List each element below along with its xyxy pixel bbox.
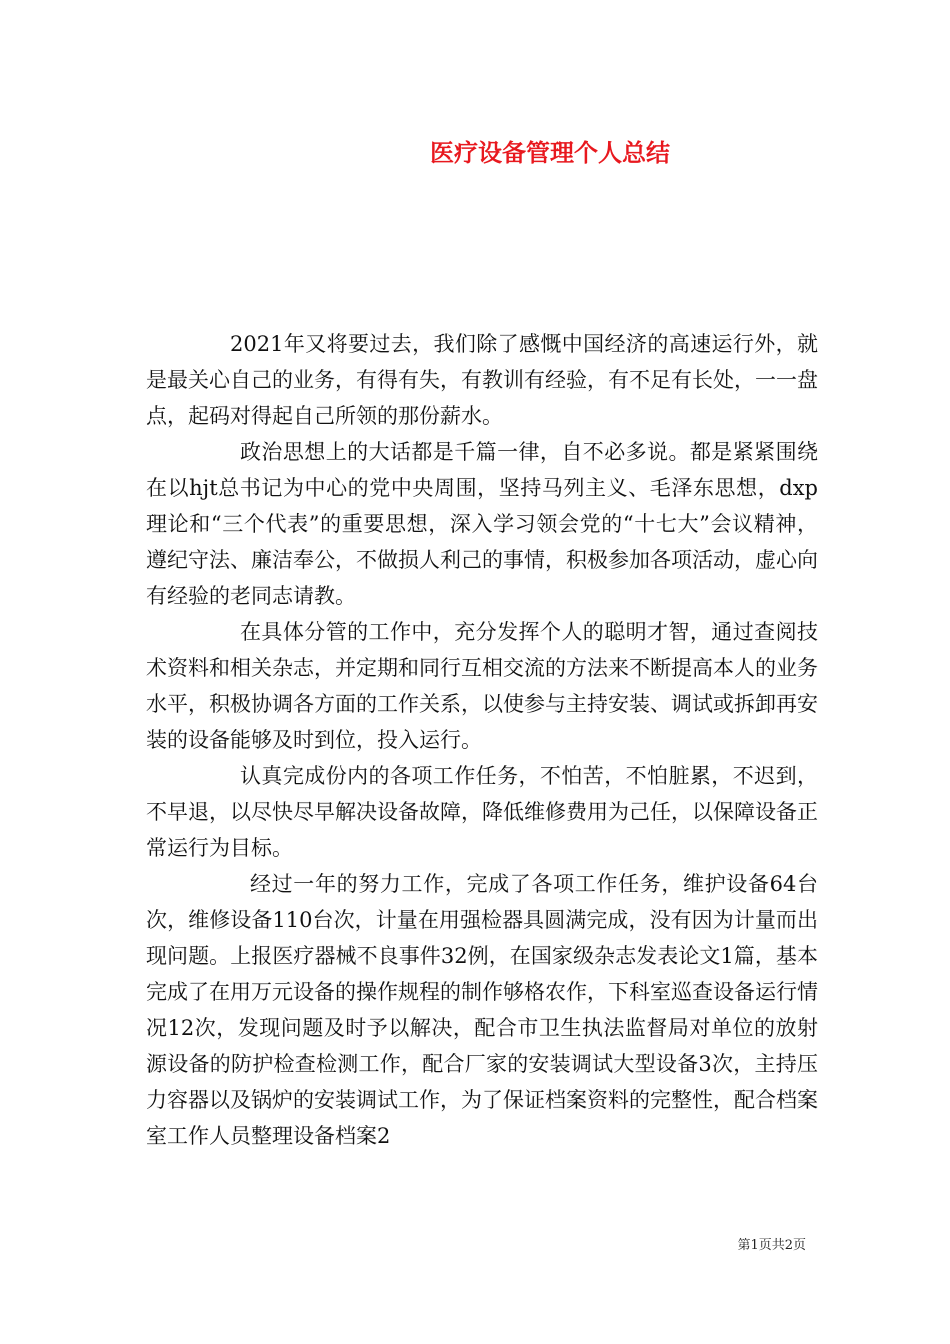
- document-title: 医疗设备管理个人总结: [430, 138, 670, 167]
- paragraph-intro: 2021年又将要过去，我们除了感慨中国经济的高速运行外，就是最关心自己的业务，有得有失，有教训有经验，有不足有长处，一一盘点，起码对得起自己所领的那份薪水。: [146, 332, 818, 428]
- paragraph-achievements: 经过一年的努力工作，完成了各项工作任务，维护设备64台次，维修设备110台次，计量在用强检器具圆满完成，没有因为计量而出现问题。上报医疗器械不良事件32例，在国家级杂志发表论文1篇，基本完成了在用万元设备的操作规程的制作够格农作，下科室巡查设备运行情况12次，发现问题及时予以解决，配合市卫生执法监督局对单位的放射源设备的防护检查检测工作，配合厂家的安装调试大型设备3次，主持压力容器以及锅炉的安装调试工作，为了保证档案资料的完整性，配合档案室工作人员整理设备档案2: [146, 872, 818, 1148]
- page-number-footer: 第1页共2页: [737, 1238, 806, 1253]
- paragraph-specific-work: 在具体分管的工作中，充分发挥个人的聪明才智，通过查阅技术资料和相关杂志，并定期和同行互相交流的方法来不断提高本人的业务水平，积极协调各方面的工作关系，以使参与主持安装、调试或拆卸再安装的设备能够及时到位，投入运行。: [146, 620, 818, 752]
- paragraph-work-attitude: 认真完成份内的各项工作任务，不怕苦，不怕脏累，不迟到，不早退，以尽快尽早解决设备故障，降低维修费用为己任，以保障设备正常运行为目标。: [146, 764, 818, 860]
- paragraph-political-thought: 政治思想上的大话都是千篇一律，自不必多说。都是紧紧围绕在以hjt总书记为中心的党中央周围，坚持马列主义、毛泽东思想，dxp理论和“三个代表”的重要思想，深入学习领会党的“十七大”会议精神，遵纪守法、廉洁奉公，不做损人利己的事情，积极参加各项活动，虚心向有经验的老同志请教。: [146, 440, 818, 608]
- document-body: [146, 326, 818, 1154]
